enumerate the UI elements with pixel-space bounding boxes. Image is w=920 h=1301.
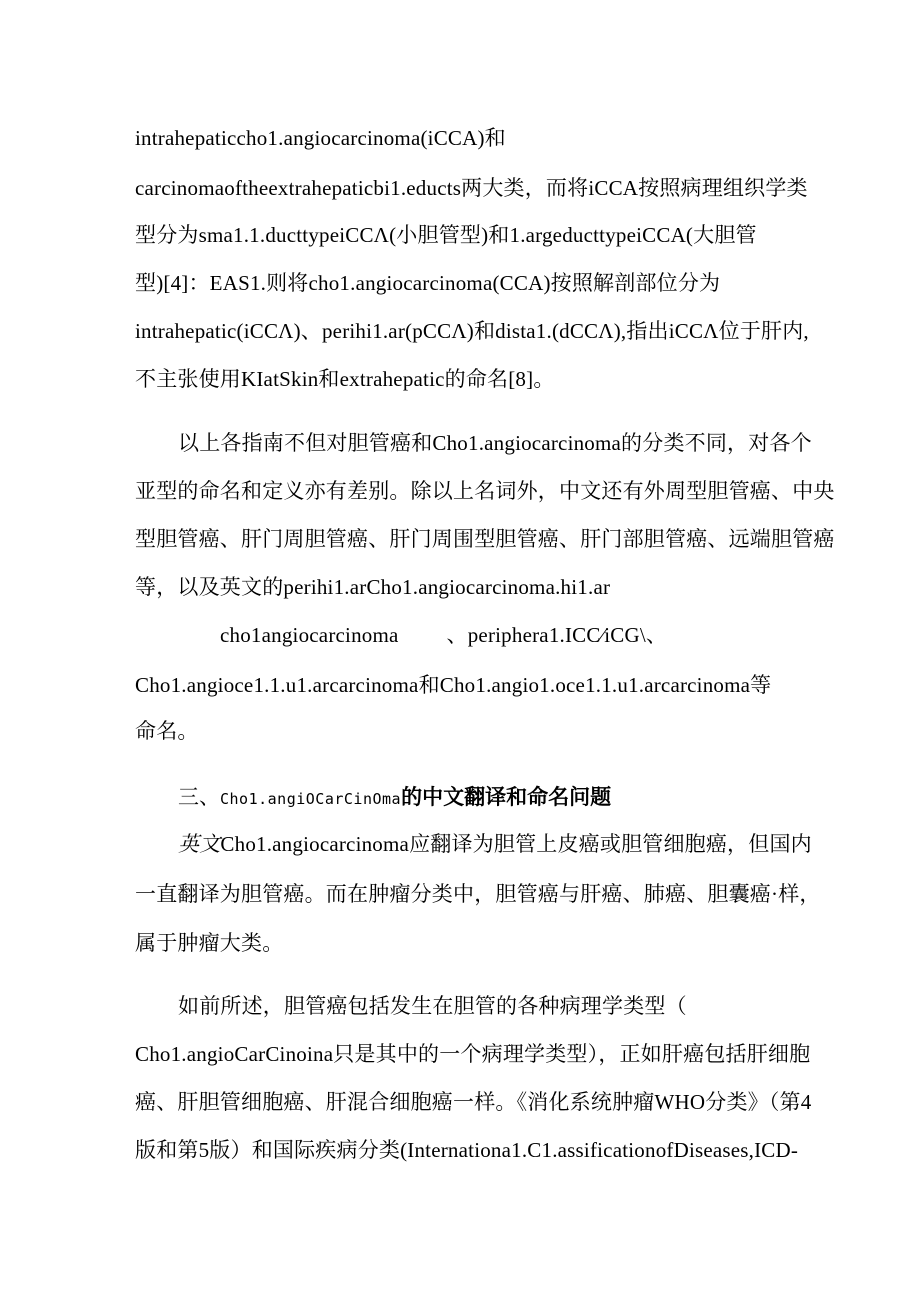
p2-line-6: Cho1.angioce1.1.u1.arcarcinoma和Cho1.angio1.oce1.1.u1.arcarcinoma等 <box>135 673 772 697</box>
p3-lead: 英文 <box>178 832 221 856</box>
p2-line-5-rest: 、periphera1.ICC∕iCG\、 <box>446 623 668 647</box>
p2-line-1: 以上各指南不但对胆管癌和Cho1.angiocarcinoma的分类不同，对各个 <box>178 431 812 455</box>
p1-line-5: intrahepatic(iCCΛ)、perihi1.ar(pCCΛ)和dista1.(dCCΛ),指出iCCΛ位于肝内, <box>135 319 809 343</box>
p3-line-2: 一直翻译为胆管癌。而在肿瘤分类中，胆管癌与肝癌、肺癌、胆囊癌·样， <box>135 882 821 906</box>
p3-line-1 <box>178 829 812 859</box>
p2-line-2: 亚型的命名和定义亦有差别。除以上名词外，中文还有外周型胆管癌、中央 <box>135 479 835 503</box>
p2-line-3: 型胆管癌、肝门周胆管癌、肝门周围型胆管癌、肝门部胆管癌、远端胆管癌 <box>135 527 835 551</box>
p1-line-1: intrahepaticcho1.angiocarcinoma(iCCA)和 <box>135 126 506 150</box>
heading-prefix: 三、 <box>178 785 220 809</box>
p1-line-3: 型分为sma1.1.ducttypeiCCΛ(小胆管型)和1.argeducttypeiCCA(大胆管 <box>135 223 757 247</box>
p2-line-4: 等，以及英文的perihi1.arCho1.angiocarcinoma.hi1.ar <box>135 575 611 599</box>
p4-line-2: Cho1.angioCarCinoina只是其中的一个病理学类型），正如肝癌包括肝细胞 <box>135 1042 811 1066</box>
p1-line-2: carcinomaoftheextrahepaticbi1.educts两大类，而将iCCA按照病理组织学类 <box>135 176 808 200</box>
heading-suffix: 的中文翻译和命名问题 <box>401 785 612 809</box>
section-heading <box>178 782 611 814</box>
heading-term: Cho1.angiOCarCinOma <box>220 790 402 808</box>
p2-line-5 <box>220 620 667 650</box>
p2-line-7: 命名。 <box>135 719 199 743</box>
p4-line-4: 版和第5版）和国际疾病分类(Internationa1.C1.assificationofDiseases,ICD- <box>135 1138 799 1162</box>
p1-line-4: 型)[4]：EAS1.则将cho1.angiocarcinoma(CCA)按照解剖部位分为 <box>135 271 721 295</box>
p2-line-5-term: cho1angiocarcinoma <box>220 623 399 647</box>
p3-line-3: 属于肿瘤大类。 <box>135 931 284 955</box>
p4-line-1: 如前所述，胆管癌包括发生在胆管的各种病理学类型（ <box>178 994 687 1018</box>
p4-line-3: 癌、肝胆管细胞癌、肝混合细胞癌一样。《消化系统肿瘤WHO分类》（第4 <box>135 1090 812 1114</box>
p3-line-1-rest: Cho1.angiocarcinoma应翻译为胆管上皮癌或胆管细胞癌，但国内 <box>220 832 812 856</box>
p1-line-6: 不主张使用KIatSkin和extrahepatic的命名[8]。 <box>135 367 555 391</box>
